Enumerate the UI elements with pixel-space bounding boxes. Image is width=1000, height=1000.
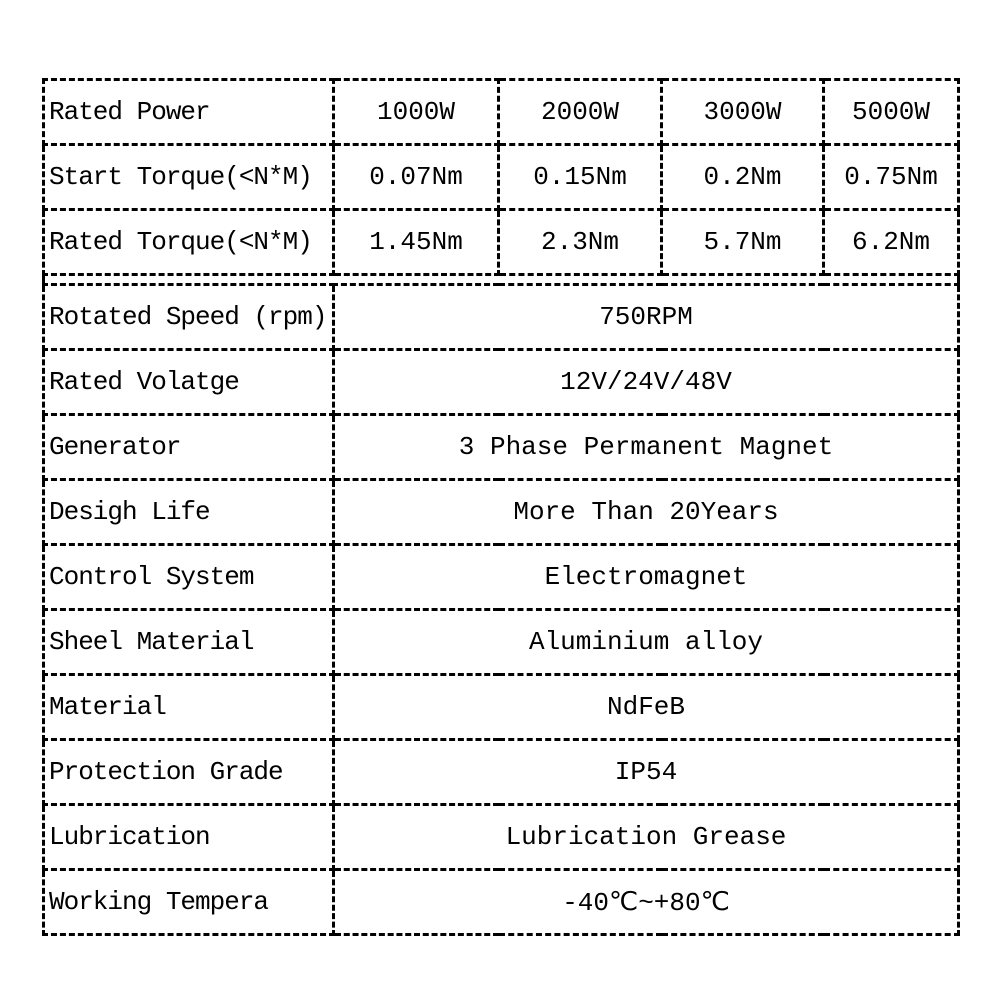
- cell-start-torque-3: 0.2Nm: [662, 145, 824, 210]
- cell-start-torque-1: 0.07Nm: [334, 145, 499, 210]
- table-row-shell-material: [44, 610, 959, 675]
- cell-shell-material: Aluminium alloy: [334, 610, 959, 675]
- row-label-working-temperature: Working Tempera: [44, 870, 334, 935]
- cell-start-torque-4: 0.75Nm: [824, 145, 959, 210]
- row-label-lubrication: Lubrication: [44, 805, 334, 870]
- section-divider-cell: [44, 275, 959, 285]
- table-row-control-system: [44, 545, 959, 610]
- section-divider: [44, 275, 959, 285]
- cell-rated-power-1: 1000W: [334, 80, 499, 145]
- table-row-rated-power: [44, 80, 959, 145]
- row-label-material: Material: [44, 675, 334, 740]
- cell-protection-grade: IP54: [334, 740, 959, 805]
- cell-rated-voltage: 12V/24V/48V: [334, 350, 959, 415]
- cell-generator: 3 Phase Permanent Magnet: [334, 415, 959, 480]
- cell-rated-power-3: 3000W: [662, 80, 824, 145]
- table-row-design-life: [44, 480, 959, 545]
- cell-control-system: Electromagnet: [334, 545, 959, 610]
- table-row-material: [44, 675, 959, 740]
- cell-rotated-speed: 750RPM: [334, 285, 959, 350]
- cell-rated-torque-4: 6.2Nm: [824, 210, 959, 275]
- row-label-rated-power: Rated Power: [44, 80, 334, 145]
- table-row-rated-torque: [44, 210, 959, 275]
- row-label-start-torque: Start Torque(<N*M): [44, 145, 334, 210]
- row-label-shell-material: Sheel Material: [44, 610, 334, 675]
- row-label-generator: Generator: [44, 415, 334, 480]
- cell-rated-torque-1: 1.45Nm: [334, 210, 499, 275]
- cell-rated-torque-3: 5.7Nm: [662, 210, 824, 275]
- table-row-lubrication: [44, 805, 959, 870]
- table-row-rotated-speed: [44, 285, 959, 350]
- table-row-working-temperature: [44, 870, 959, 935]
- product-spec-table: [42, 78, 960, 936]
- table-row-start-torque: [44, 145, 959, 210]
- cell-rated-power-2: 2000W: [499, 80, 662, 145]
- cell-start-torque-2: 0.15Nm: [499, 145, 662, 210]
- cell-rated-torque-2: 2.3Nm: [499, 210, 662, 275]
- row-label-rated-voltage: Rated Volatge: [44, 350, 334, 415]
- row-label-protection-grade: Protection Grade: [44, 740, 334, 805]
- cell-lubrication: Lubrication Grease: [334, 805, 959, 870]
- cell-material: NdFeB: [334, 675, 959, 740]
- cell-working-temperature: -40℃~+80℃: [334, 870, 959, 935]
- table-row-protection-grade: [44, 740, 959, 805]
- row-label-rated-torque: Rated Torque(<N*M): [44, 210, 334, 275]
- row-label-control-system: Control System: [44, 545, 334, 610]
- row-label-design-life: Desigh Life: [44, 480, 334, 545]
- row-label-rotated-speed: Rotated Speed (rpm): [44, 285, 334, 350]
- cell-rated-power-4: 5000W: [824, 80, 959, 145]
- table-row-rated-voltage: [44, 350, 959, 415]
- cell-design-life: More Than 20Years: [334, 480, 959, 545]
- table-row-generator: [44, 415, 959, 480]
